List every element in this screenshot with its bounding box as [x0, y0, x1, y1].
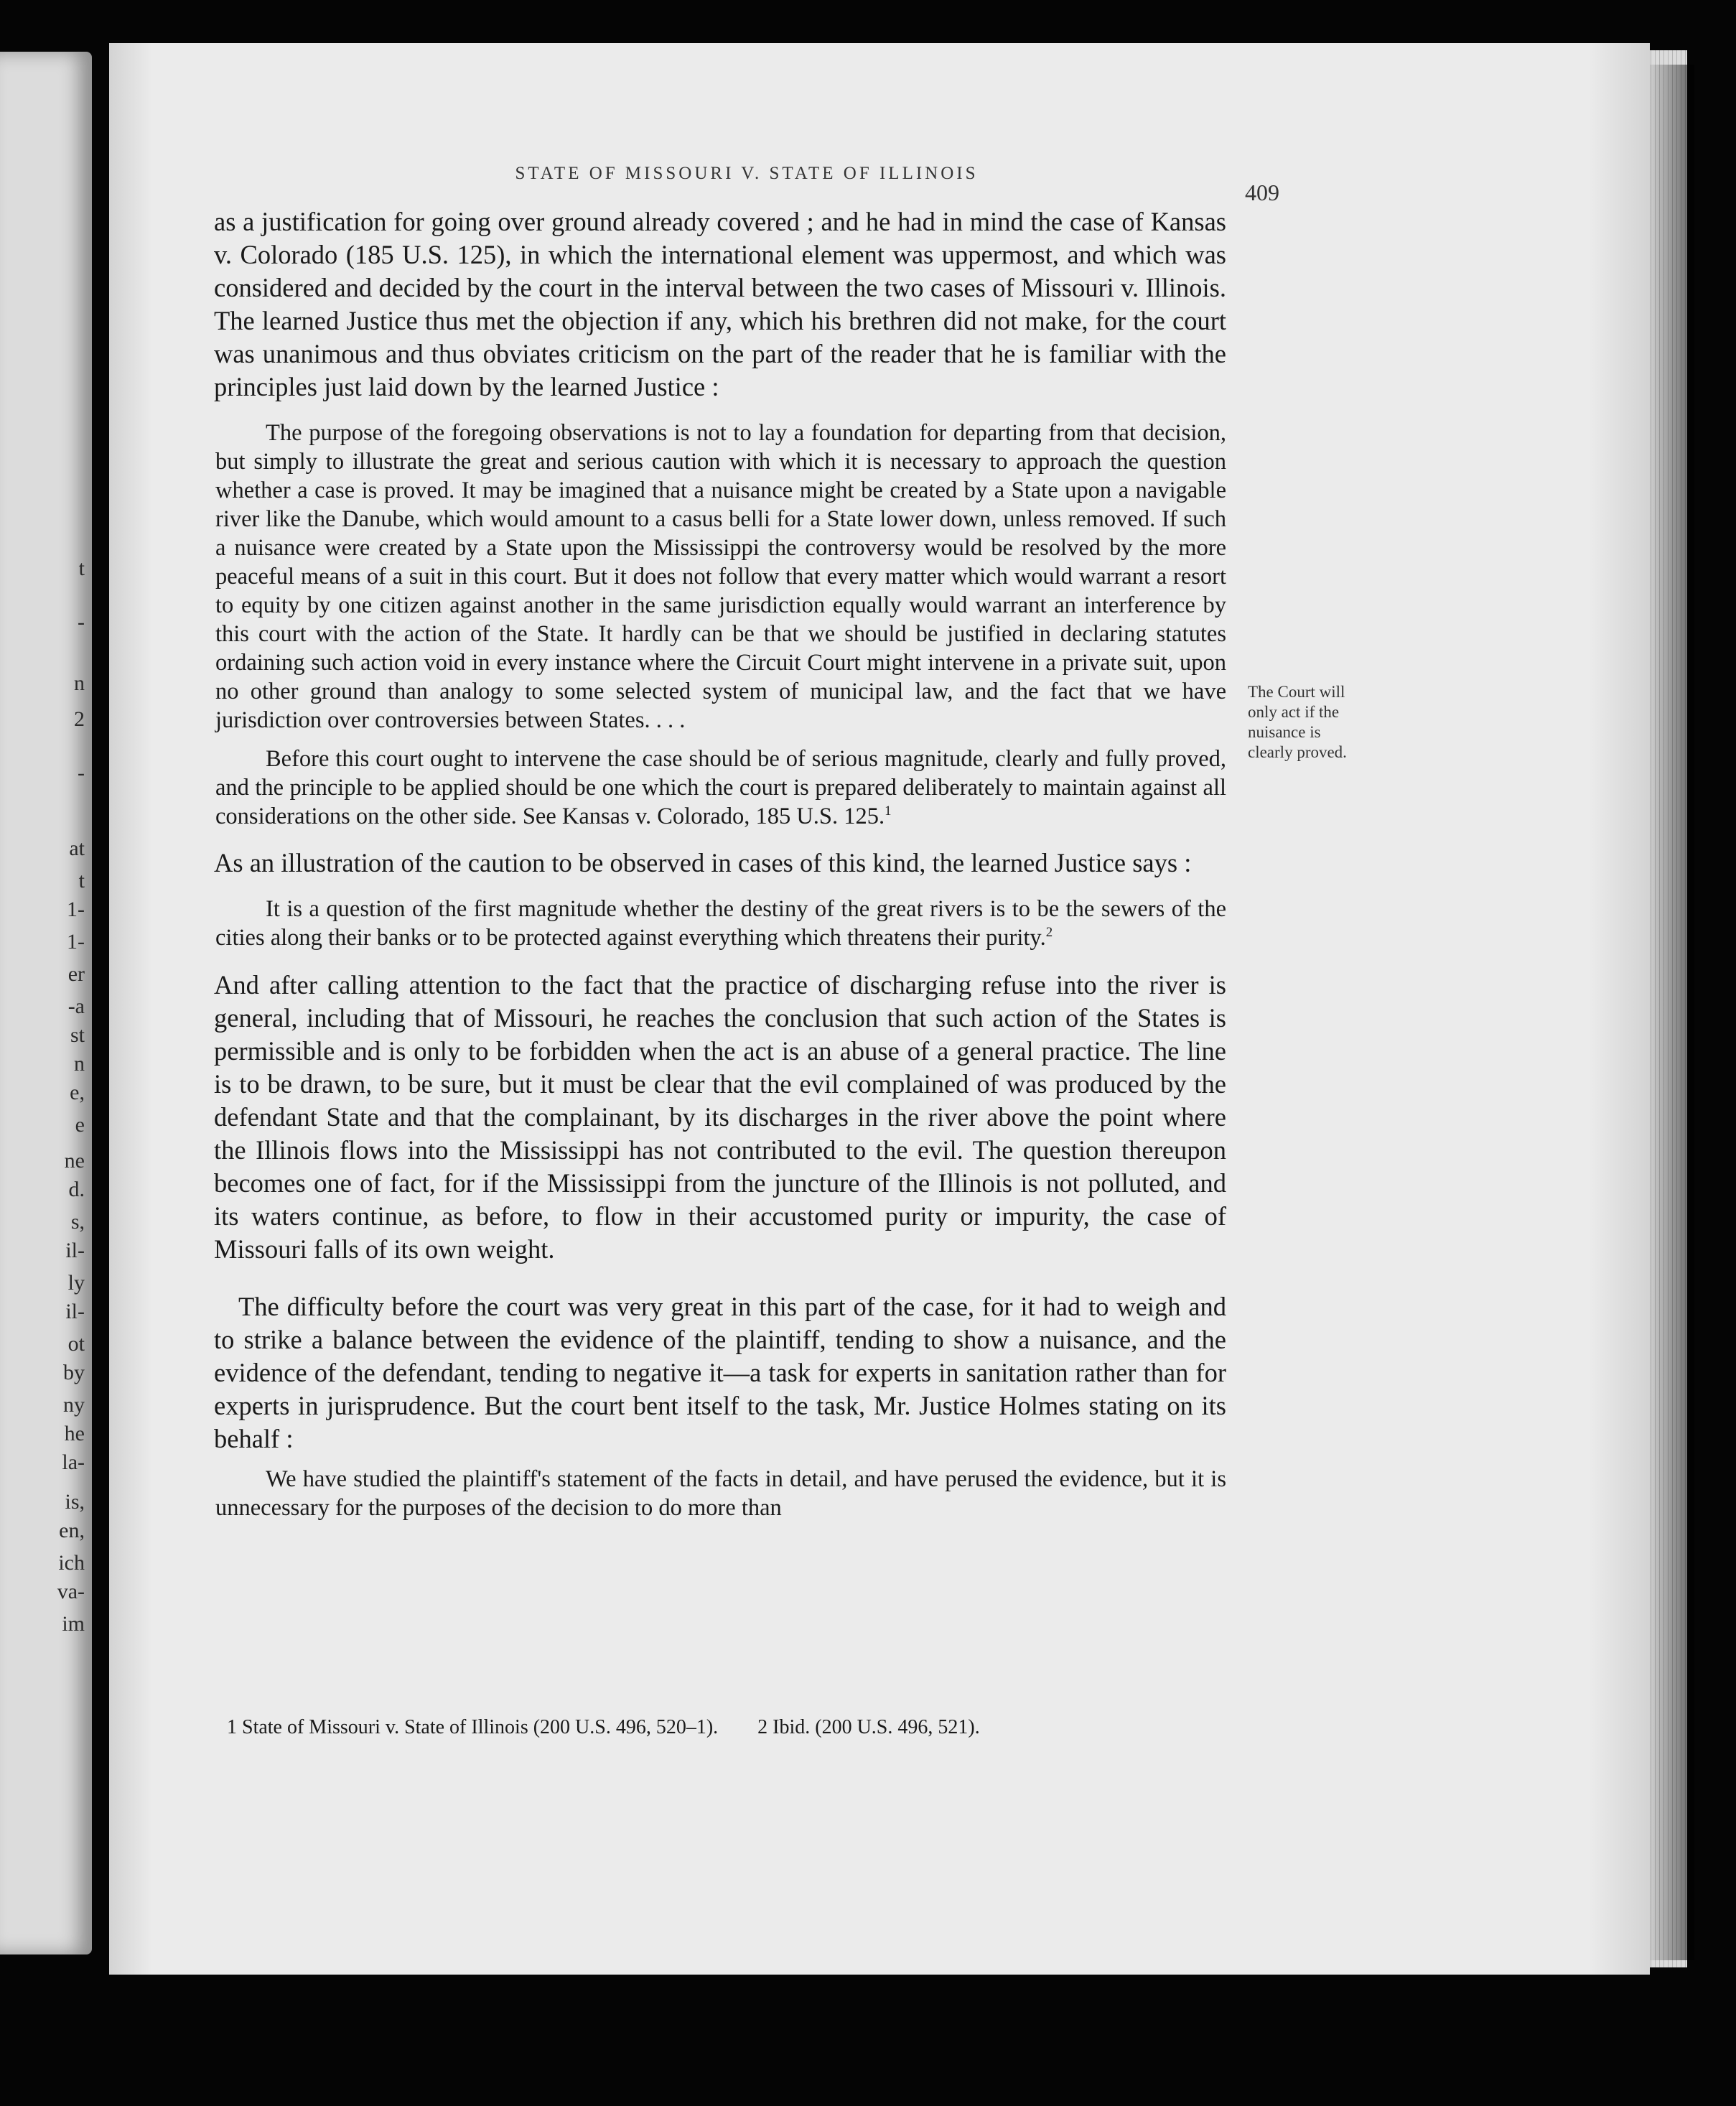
footnotes: [227, 1716, 1232, 1739]
running-head: STATE OF MISSOURI V. STATE OF ILLINOIS: [515, 164, 979, 183]
facing-page-text-fragment: e,: [70, 1081, 85, 1104]
facing-page-text-fragment: -: [78, 610, 85, 634]
facing-page-text-fragment: ne: [64, 1149, 85, 1173]
facing-page-text-fragment: n: [74, 1052, 85, 1076]
paragraph: As an illustration of the caution to be observed in cases of this kind, the learned Justice says :: [214, 848, 1192, 878]
block-quote: We have studied the plaintiff's statement of the facts in detail, and have perused the evidence, but it is unnecessary for the purposes of the decision to do more than: [215, 1466, 1226, 1522]
facing-page-text-fragment: er: [67, 962, 85, 986]
paragraph: as a justification for going over ground already covered ; and he had in mind the case of Kansas v. Colorado (185 U.S. 125), in which the international element was uppermost, and which was considered and decided by the court in the interval between the two cases of Missouri v. Illinois. The learned Justice thus met the objection if any, which his brethren did not make, for the court was unanimous and thus obviates criticism on the part of the reader that he is familiar with the principles just laid down by the learned Justice :: [214, 207, 1226, 401]
facing-page-text-fragment: by: [63, 1361, 85, 1384]
footnote: 2 Ibid. (200 U.S. 496, 521).: [757, 1716, 980, 1738]
facing-page-text-fragment: n: [74, 671, 85, 695]
footnote-mark: 1: [885, 803, 892, 819]
body-text: [214, 205, 1226, 1523]
facing-page-text-fragment: 1-: [67, 930, 85, 954]
facing-page-text-fragment: t: [78, 556, 85, 580]
block-quote-continued: [215, 745, 1226, 831]
facing-page-text-fragment: d.: [68, 1178, 85, 1201]
facing-page-text-fragment: ly: [67, 1271, 85, 1295]
facing-page-text-fragment: 1-: [67, 898, 85, 921]
page-number: 409: [1245, 180, 1279, 205]
facing-page-text-fragment: ot: [67, 1332, 85, 1356]
facing-page-text-fragment: il-: [65, 1239, 85, 1262]
facing-page-text-fragment: ich: [58, 1551, 85, 1575]
facing-page-text-fragment: va-: [57, 1580, 85, 1603]
paragraph: The difficulty before the court was very great in this part of the case, for it had to weigh and to strike a balance between the evidence of the plaintiff, tending to show a nuisance, and the evidence of the defendant, tending to negative it—a task for experts in sanitation rather than for experts in jurisprudence. But the court bent itself to the task, Mr. Justice Holmes stating on its behalf :: [214, 1292, 1226, 1454]
facing-page-text-fragment: -a: [67, 994, 85, 1018]
facing-page-text-fragment: im: [62, 1612, 85, 1636]
footnote: 1 State of Missouri v. State of Illinois (200 U.S. 496, 520–1).: [227, 1716, 719, 1738]
block-quote: [215, 895, 1226, 953]
facing-page-text-fragment: en,: [59, 1519, 85, 1542]
facing-page-text-fragment: ny: [63, 1393, 85, 1417]
facing-page-text-fragment: st: [70, 1023, 85, 1047]
facing-page-text-fragment: -: [78, 761, 85, 785]
facing-page-text-fragment: il-: [65, 1300, 85, 1323]
paragraph: And after calling attention to the fact that the practice of discharging refuse into the river is general, including that of Missouri, he reaches the conclusion that such action of the States is permissible and is only to be forbidden when the act is an abuse of a general practice. The line is to be drawn, to be sure, but it must be clear that the evil complained of was produced by the defendant State and that the complainant, by its discharges in the river above the point where the Illinois flows into the Mississippi has not contributed to the evil. The question thereupon becomes one of fact, for if the Mississippi from the juncture of the Illinois is not polluted, and its waters continue, as before, to flow in their accustomed purity or impurity, the case of Missouri falls of its own weight.: [214, 970, 1226, 1264]
quote-text: Before this court ought to intervene the case should be of serious magnitude, clearly and fully proved, and the principle to be applied should be one which the court is prepared deliberately to maintain against all considerations on the other side. See Kansas v. Colorado, 185 U.S. 125.: [215, 745, 1226, 829]
facing-page-text-fragment: la-: [62, 1450, 85, 1474]
block-quote: The purpose of the foregoing observations is not to lay a foundation for departing from that decision, but simply to illustrate the great and serious caution with which it is necessary to approach the question whether a case is proved. It may be imagined that a nuisance might be created by a State upon a navigable river like the Danube, which would amount to a casus belli for a State lower down, unless removed. If such a nuisance were created by a State upon the Mississippi the controversy would be resolved by the more peaceful means of a suit in this court. But it does not follow that every matter which would warrant a resort to equity by one citizen against another in the same jurisdiction equally would warrant an interference by this court with the action of the State. It hardly can be that we should be justified in declaring statutes ordaining such action void in every instance where the Circuit Court might intervene in a private suit, upon no other ground than analogy to some selected system of municipal law, and the fact that we have jurisdiction over controversies between States. . . .: [215, 419, 1226, 733]
facing-page-edge: [0, 52, 92, 1954]
quote-text: It is a question of the first magnitude whether the destiny of the great rivers is to be the sewers of the cities along their banks or to be protected against everything which threatens their purity.: [215, 896, 1226, 951]
facing-page-text-fragment: he: [64, 1422, 85, 1445]
facing-page-text-fragment: at: [69, 837, 85, 860]
facing-page-text-fragment: s,: [70, 1210, 85, 1234]
margin-note: The Court will only act if the nuisance is clearly proved.: [1248, 683, 1347, 762]
facing-page-text-fragment: e: [75, 1113, 85, 1137]
facing-page-text-fragment: 2: [74, 707, 85, 731]
facing-page-text-fragment: is,: [65, 1490, 85, 1514]
page-stack-shadow: [1644, 65, 1694, 1960]
facing-page-text-fragment: t: [78, 869, 85, 893]
footnote-mark: 2: [1045, 925, 1053, 941]
